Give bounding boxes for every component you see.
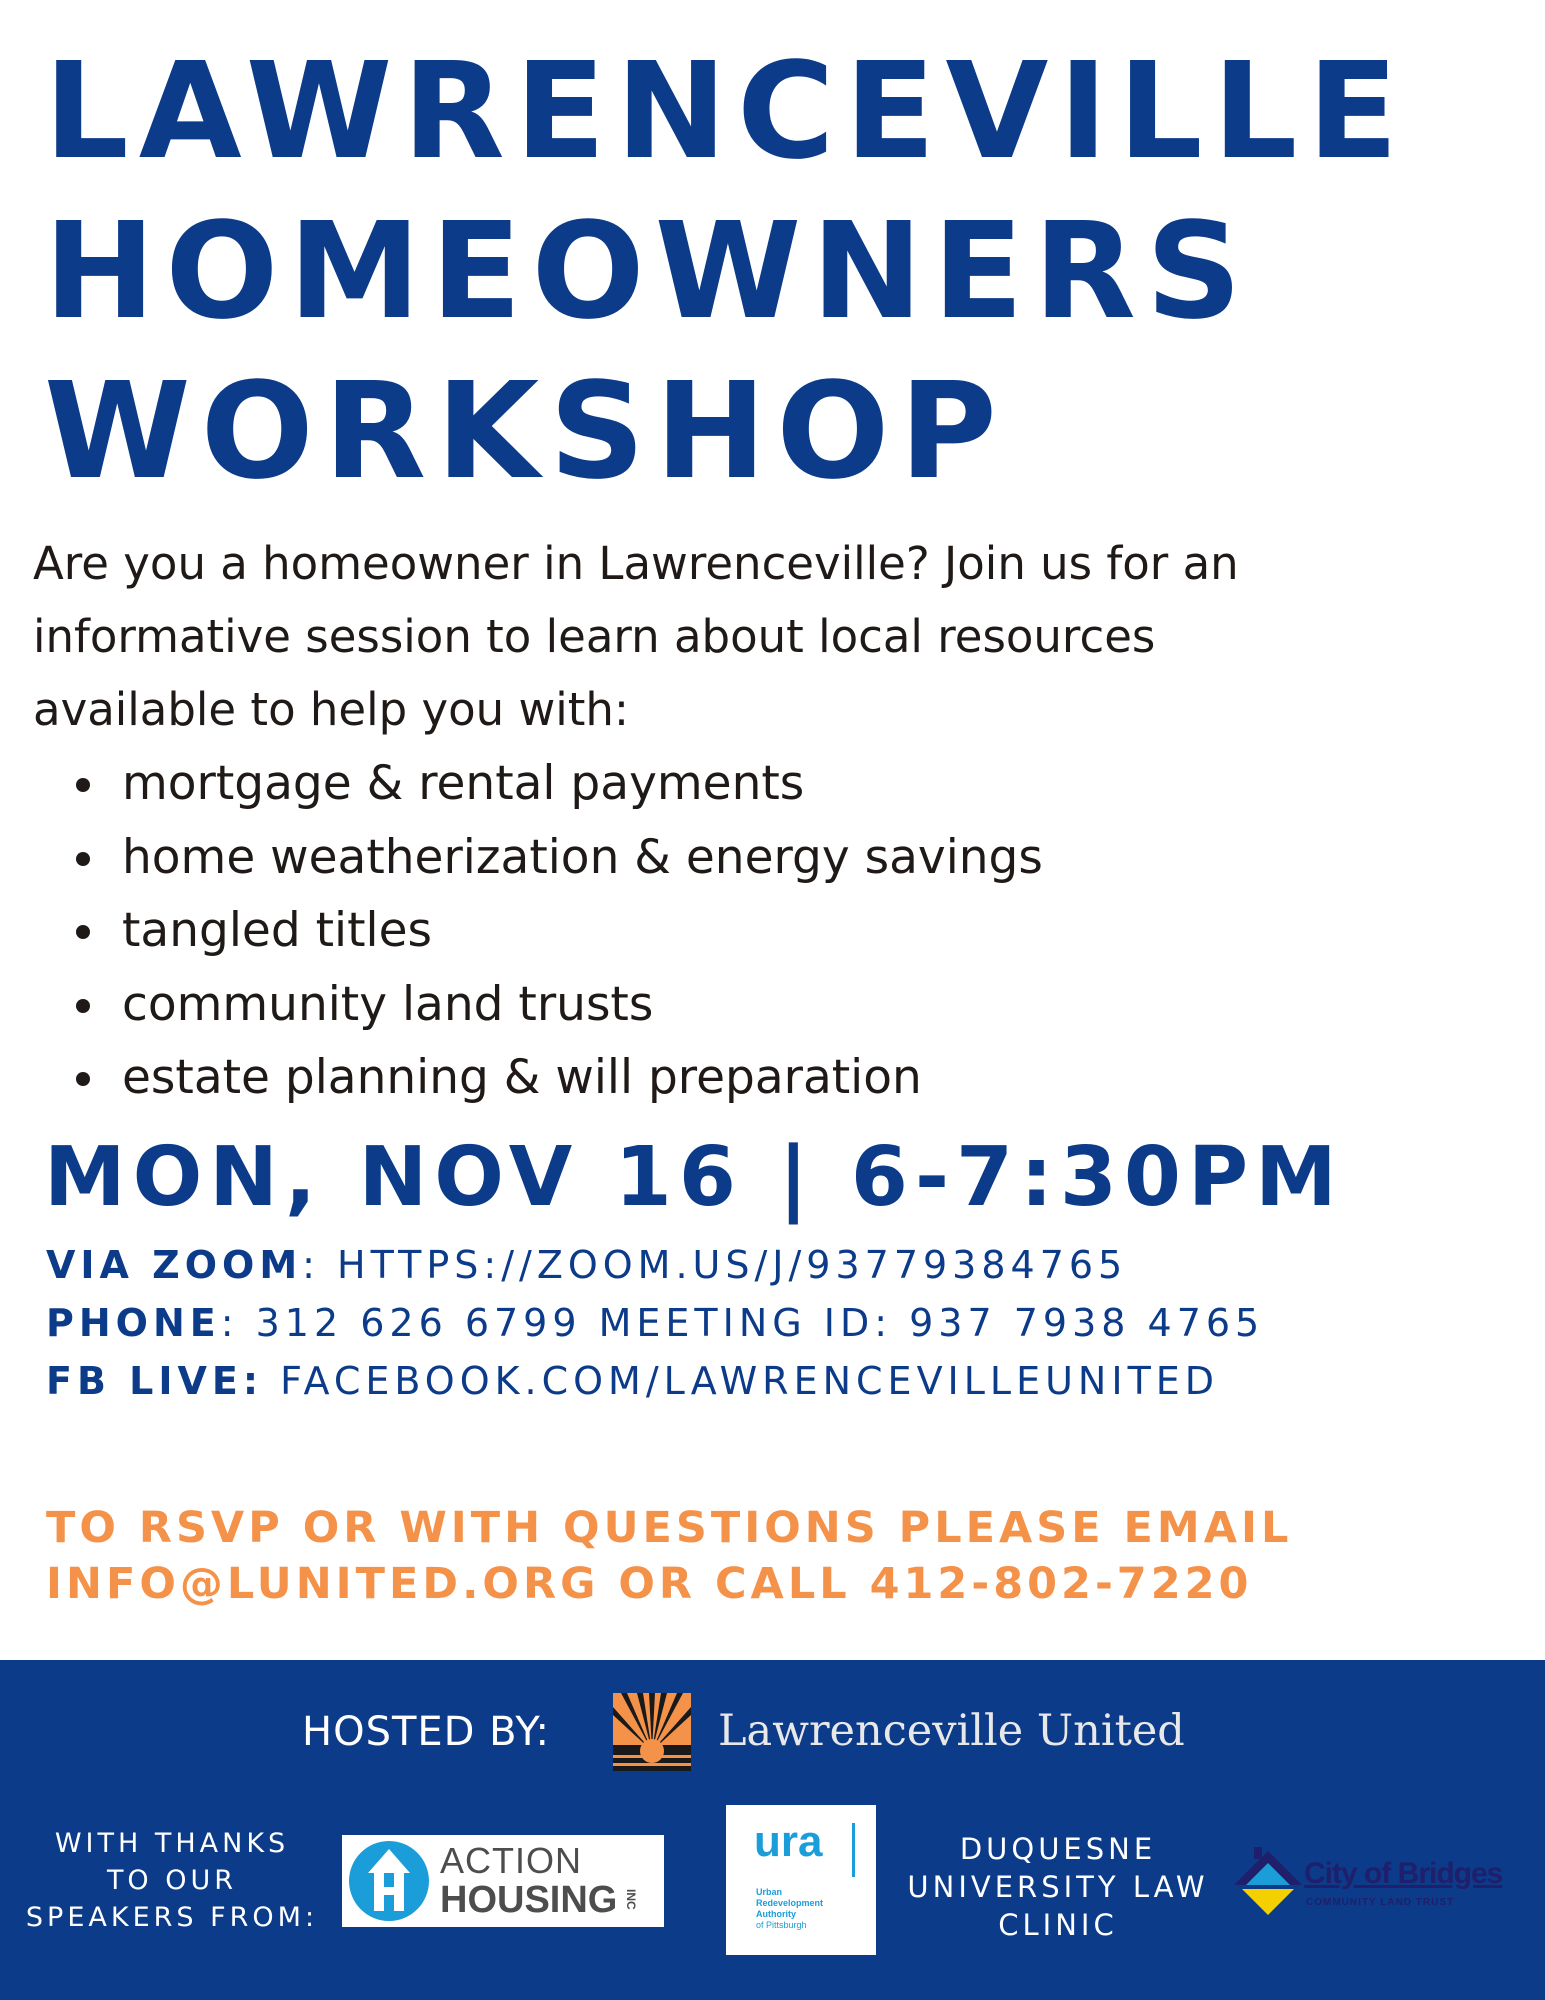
topic-text: mortgage & rental payments	[122, 756, 805, 811]
event-datetime: MON, NOV 16 | 6-7:30PM	[44, 1130, 1344, 1225]
intro-paragraph	[33, 527, 1513, 746]
thanks-line-2: TO OUR	[106, 1865, 238, 1896]
rsvp-notice	[46, 1500, 1292, 1612]
bullet-icon	[76, 925, 90, 939]
topic-text: tangled titles	[122, 903, 432, 958]
action-housing-logo	[342, 1835, 664, 1927]
duquesne-line-3: CLINIC	[998, 1908, 1118, 1942]
city-of-bridges-house-icon	[1232, 1845, 1304, 1925]
topic-item	[70, 894, 1043, 968]
topic-item	[70, 747, 1043, 821]
phone-info	[46, 1298, 1264, 1348]
intro-line-3: available to help you with:	[33, 683, 630, 736]
ura-subtitle	[756, 1887, 856, 1931]
zoom-label: VIA ZOOM	[46, 1243, 303, 1287]
duquesne-line-2: UNIVERSITY LAW	[907, 1870, 1209, 1904]
host-name: Lawrenceville United	[718, 1706, 1185, 1756]
city-of-bridges-name: City of Bridges	[1304, 1857, 1503, 1890]
fb-live-info	[46, 1356, 1219, 1406]
thanks-line-1: WITH THANKS	[54, 1828, 290, 1859]
topic-list	[70, 747, 1043, 1115]
ura-wordmark: ura	[754, 1817, 823, 1866]
intro-line-1: Are you a homeowner in Lawrenceville? Join us for an	[33, 537, 1239, 590]
ura-sub-4: of Pittsburgh	[756, 1920, 807, 1930]
title-line-1: LAWRENCEVILLE	[44, 35, 1409, 189]
topic-item	[70, 968, 1043, 1042]
bullet-icon	[76, 1072, 90, 1086]
topic-item	[70, 821, 1043, 895]
topic-text: community land trusts	[122, 976, 654, 1032]
duquesne-law-clinic	[898, 1830, 1218, 1944]
ura-logo	[726, 1805, 876, 1955]
city-of-bridges-subtitle: COMMUNITY LAND TRUST	[1306, 1897, 1455, 1908]
bullet-icon	[76, 999, 90, 1013]
ura-sub-3: Authority	[756, 1909, 796, 1919]
ura-sub-1: Urban	[756, 1887, 783, 1897]
fb-live-label: FB LIVE:	[46, 1359, 264, 1403]
hosted-by-label: HOSTED BY:	[302, 1709, 551, 1755]
lawrenceville-united-logo-icon	[613, 1693, 691, 1771]
topic-text: home weatherization & energy savings	[122, 829, 1043, 885]
intro-line-2: informative session to learn about local resources	[33, 610, 1156, 663]
phone-label: PHONE	[46, 1301, 221, 1345]
rsvp-line-1: TO RSVP OR WITH QUESTIONS PLEASE EMAIL	[46, 1503, 1293, 1553]
sponsor-footer	[0, 1660, 1545, 2000]
bullet-icon	[76, 778, 90, 792]
zoom-info	[46, 1240, 1127, 1290]
ura-divider	[852, 1823, 855, 1877]
topic-item	[70, 1041, 1043, 1115]
phone-value: : 312 626 6799 MEETING ID: 937 7938 4765	[220, 1301, 1265, 1345]
duquesne-line-1: DUQUESNE	[959, 1832, 1157, 1866]
fb-live-link[interactable]: FACEBOOK.COM/LAWRENCEVILLEUNITED	[263, 1359, 1220, 1403]
city-of-bridges-logo	[1232, 1845, 1532, 1925]
zoom-link[interactable]: : HTTPS://ZOOM.US/J/93779384765	[302, 1243, 1128, 1287]
topic-text: estate planning & will preparation	[122, 1050, 922, 1105]
thanks-text	[22, 1825, 322, 1936]
action-housing-inc: INC	[624, 1889, 638, 1910]
ura-sub-2: Redevelopment	[756, 1898, 824, 1908]
action-housing-line-2: HOUSING	[440, 1879, 618, 1921]
action-housing-mark-icon	[346, 1839, 432, 1923]
rsvp-line-2: INFO@LUNITED.ORG OR CALL 412-802-7220	[46, 1559, 1253, 1609]
thanks-line-3: SPEAKERS FROM:	[25, 1902, 319, 1933]
bullet-icon	[76, 852, 90, 866]
action-housing-line-1: ACTION	[440, 1840, 583, 1881]
title-line-3: WORKSHOP	[44, 355, 1007, 509]
title-line-2: HOMEOWNERS	[44, 195, 1252, 349]
